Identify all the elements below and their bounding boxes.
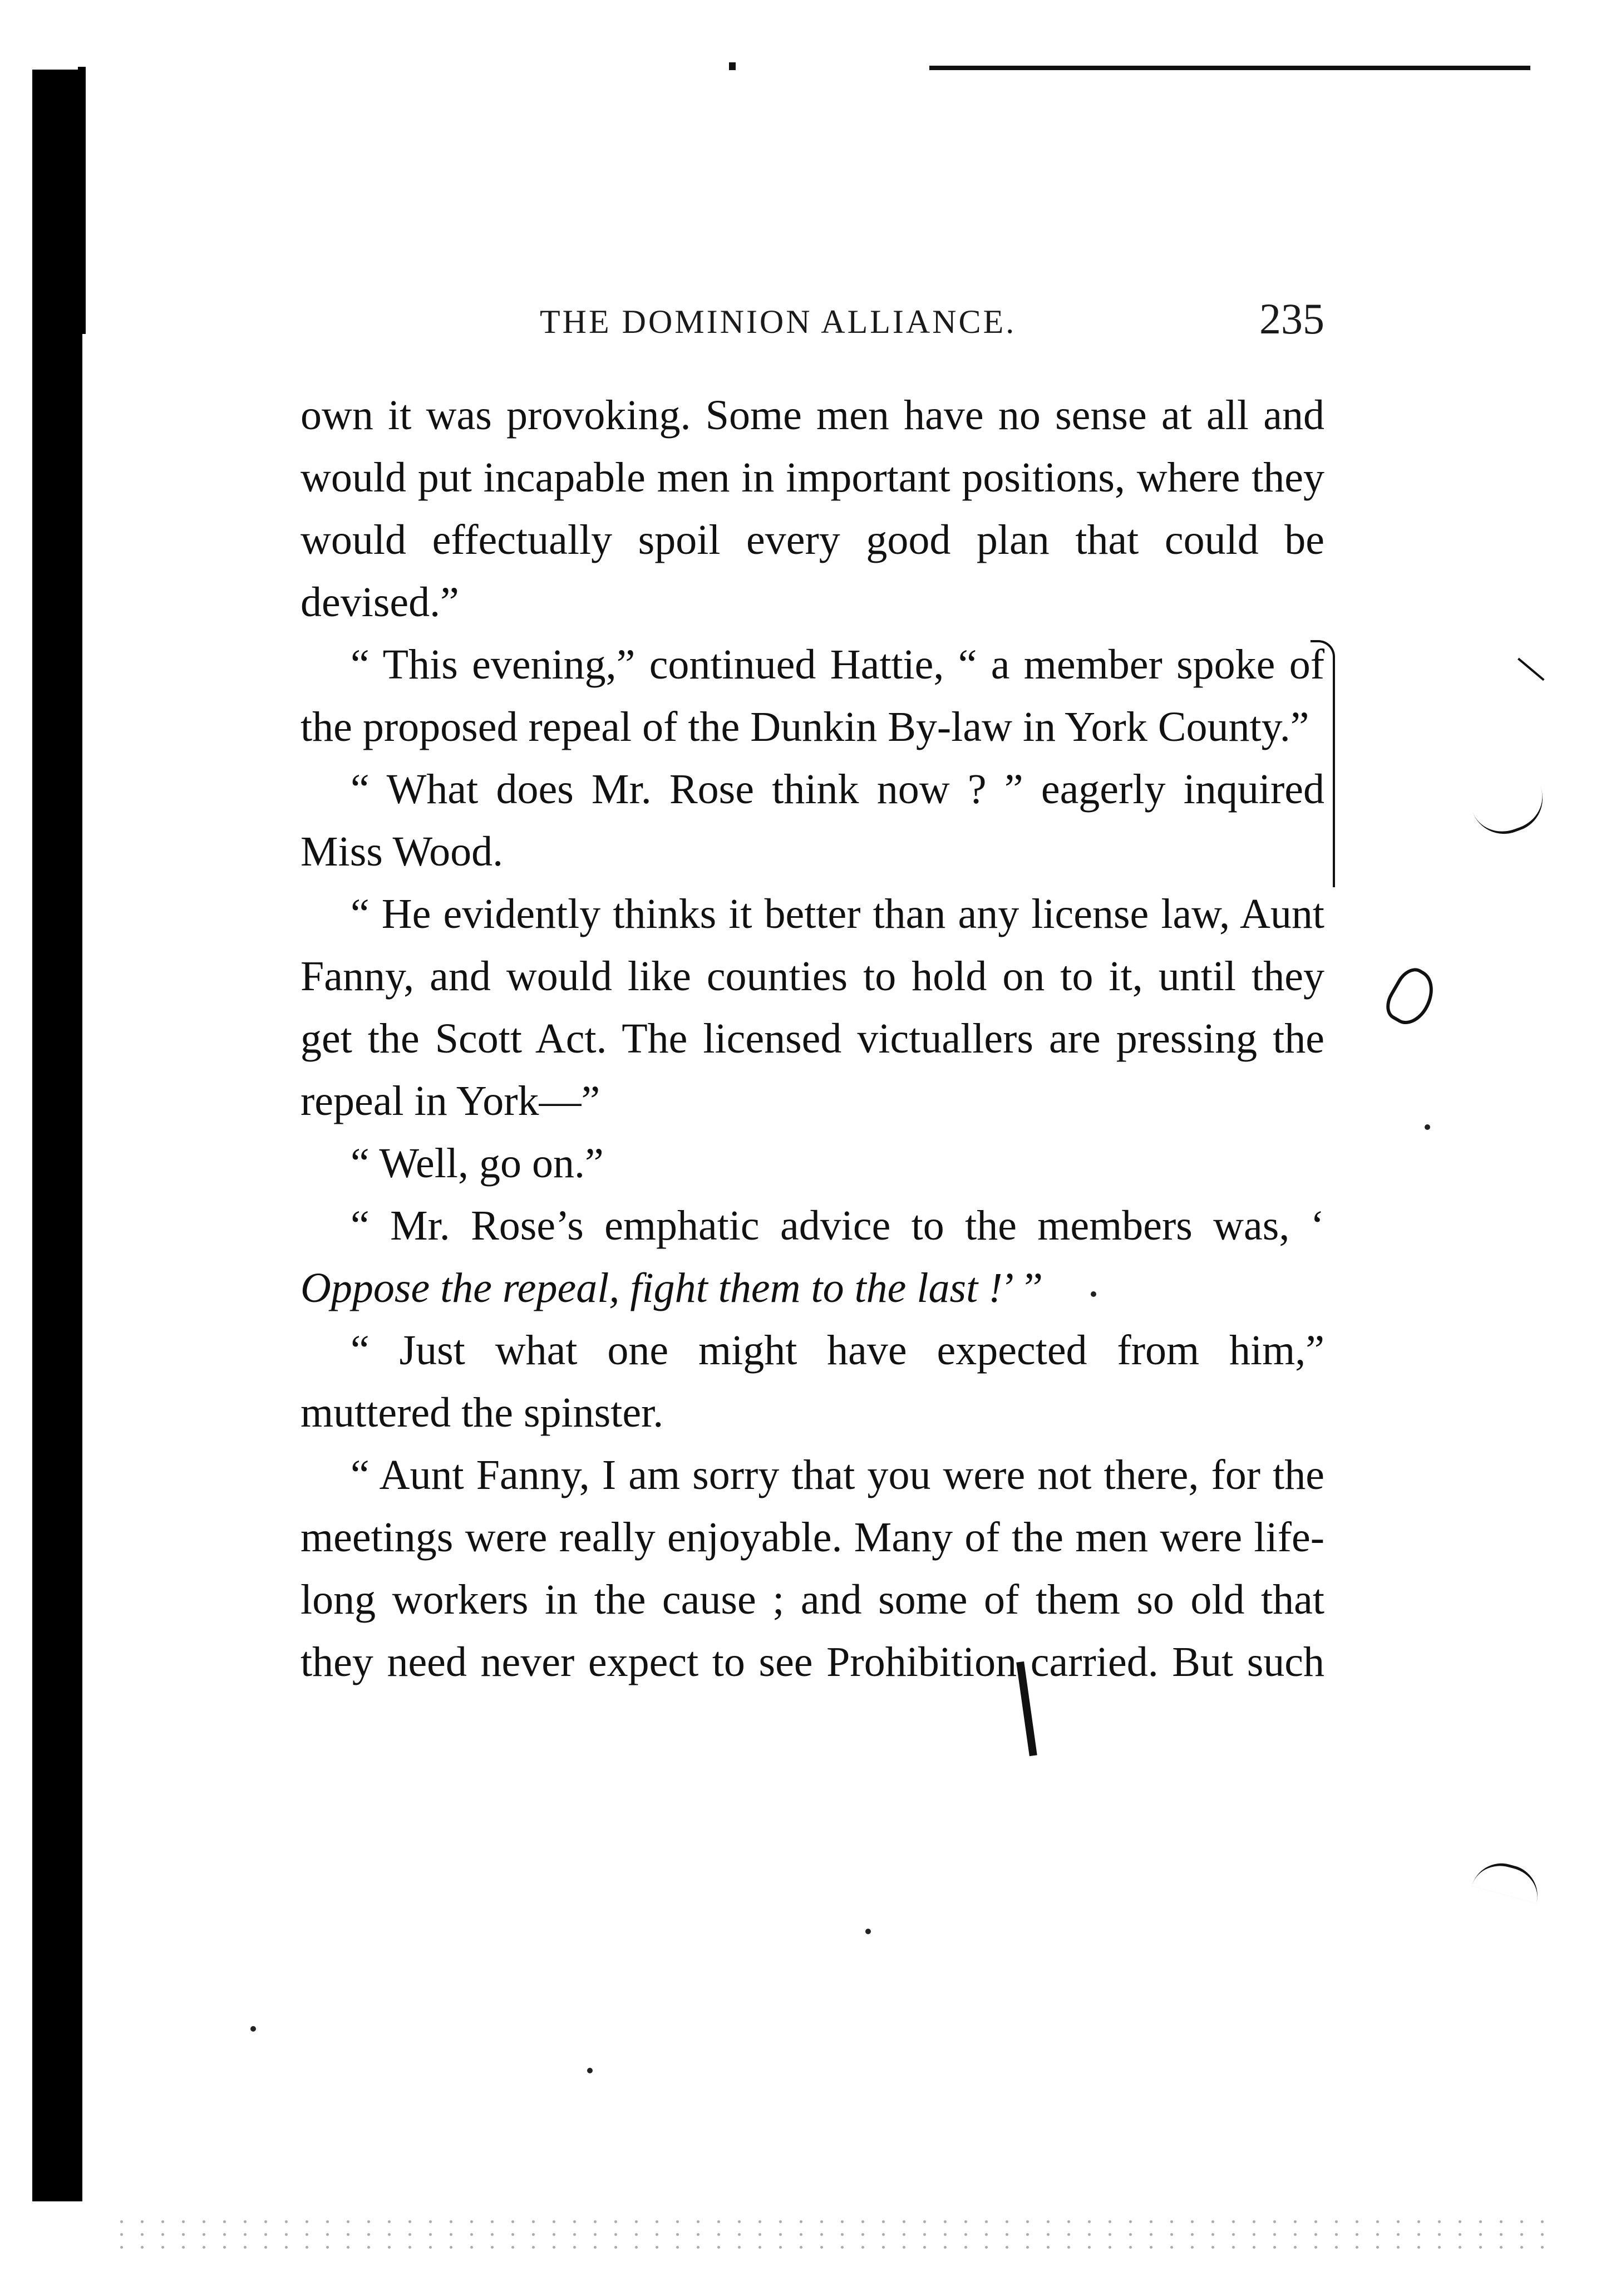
ink-dot <box>250 2026 256 2032</box>
ink-dot <box>587 2068 593 2073</box>
paragraph <box>301 1194 1324 1319</box>
margin-squiggle-mark <box>1380 962 1442 1031</box>
quote-close: ’ ” <box>1002 1265 1043 1311</box>
ink-dot <box>1091 1291 1096 1297</box>
binding-shadow <box>32 70 82 2201</box>
margin-curve-mark <box>1470 779 1552 843</box>
paragraph: “ He evidently thinks it better than any license law, Aunt Fanny, and would like counties to hold on to it, until they get the Scott Act. The licensed victuallers are pressing the repeal in York—” <box>301 891 1324 1124</box>
binding-edge <box>78 67 86 334</box>
running-title: THE DOMINION ALLIANCE. <box>540 303 1017 340</box>
top-speck <box>729 62 736 70</box>
page-number: 235 <box>1259 294 1324 343</box>
margin-bracket-mark <box>1311 640 1335 887</box>
ink-dot <box>1425 1124 1430 1130</box>
paragraph: own it was provoking. Some men have no sense at all and would put incapable men in important positions, where they would effectually spoil every good plan that could be devised.” <box>301 392 1324 626</box>
paragraph: “ This evening,” continued Hattie, “ a member spoke of the proposed repeal of the Dunkin By-law in York County.” <box>301 641 1324 750</box>
top-rule-line <box>929 66 1530 70</box>
paragraph: “ Well, go on.” <box>351 1140 604 1187</box>
ink-dot <box>865 1929 871 1934</box>
scan-noise <box>111 2215 1558 2249</box>
paragraph: “ Aunt Fanny, I am sorry that you were not there, for the meetings were really enjoyable. Many of the men were life-long workers in the cause ; and some of them so old that they need never expect to see Prohibition carried. But such <box>301 1452 1324 1685</box>
running-head <box>301 294 1324 350</box>
italic-quote: Oppose the repeal, fight them to the last ! <box>301 1265 1003 1311</box>
paragraph: “ Just what one might have expected from him,” muttered the spinster. <box>301 1327 1324 1436</box>
margin-curve-mark <box>1472 1856 1544 1903</box>
margin-slash-mark <box>1516 658 1544 683</box>
quote-lead: “ Mr. Rose’s emphatic advice to the members was, ‘ <box>351 1202 1324 1249</box>
paragraph: “ What does Mr. Rose think now ? ” eagerly inquired Miss Wood. <box>301 766 1324 875</box>
body-text <box>301 384 1324 1693</box>
